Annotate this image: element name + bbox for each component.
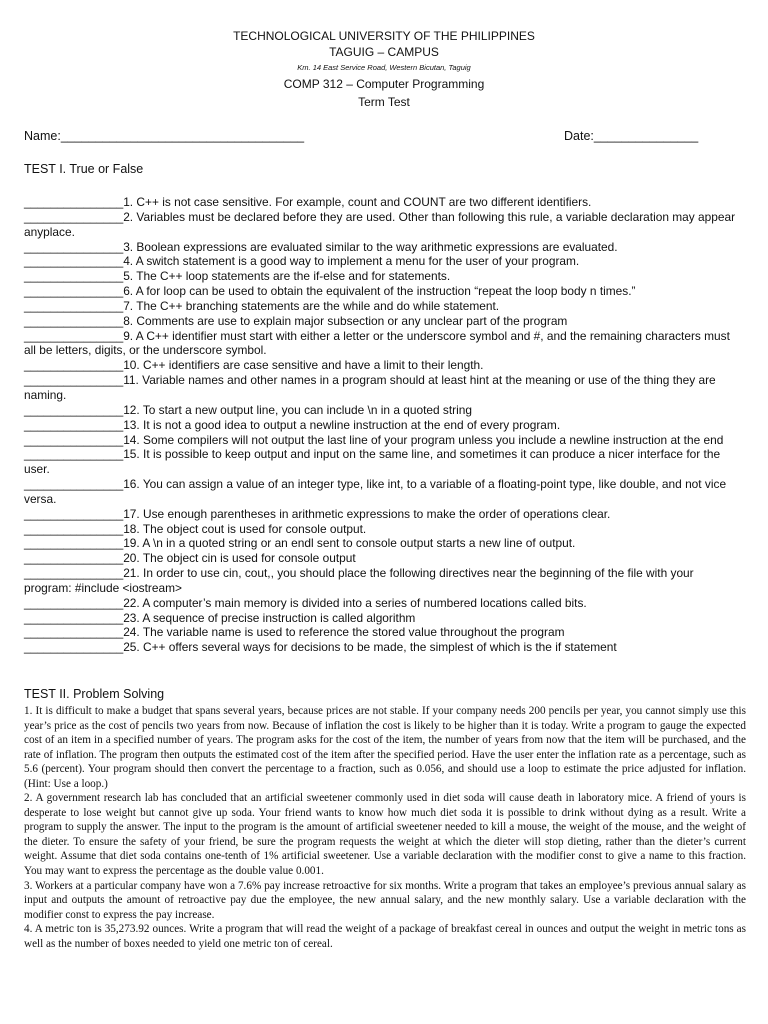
tf-item: _______________8. Comments are use to explain major subsection or any unclear part of the program (24, 313, 568, 328)
test1-heading: TEST I. True or False (24, 162, 144, 176)
problem-item: 1. It is difficult to make a budget that spans several years, because prices are not stable. If your company needs 200 pencils per year, you cannot simply use this year’s price as the cost of pencils two years from now. Because of inflation the cost is likely to be higher than it is today. Write a program to gauge the expected cost of an item in a specified number of years. The program asks for the cost of the item, the number of years from now that the item will be purchased, and the rate of inflation. The program then outputs the estimated cost of the item after the specified period. Have the user enter the inflation rate as a percentage, such as 5.6 (percent). Your program should then convert the percentage to a fraction, such as 0.056, and should use a loop to estimate the price adjusted for inflation. (Hint: Use a loop.) (24, 705, 746, 790)
tf-item: _______________18. The object cout is used for console output. (24, 521, 367, 536)
tf-item: _______________7. The C++ branching statements are the while and do while statement. (24, 298, 500, 313)
problem-item: 3. Workers at a particular company have won a 7.6% pay increase retroactive for six months. Write a program that takes an employee’s previous annual salary as input and outputs the amount of retroactive pay due the employee, the new annual salary, and the new monthly salary. Use a variable declaration with the modifier const to express the pay increase. (24, 879, 746, 921)
true-false-list (24, 195, 744, 655)
campus-address: Km. 14 East Service Road, Western Bicutan, Taguig (297, 63, 471, 72)
date-field: Date:_______________ (564, 129, 699, 143)
tf-item: _______________17. Use enough parentheses in arithmetic expressions to make the order of operations clear. (24, 506, 611, 521)
tf-item: _______________6. A for loop can be used to obtain the equivalent of the instruction “repeat the loop body n times.” (24, 284, 636, 299)
tf-item: _______________12. To start a new output line, you can include \n in a quoted string (24, 402, 472, 417)
tf-item: _______________21. In order to use cin, cout,, you should place the following directives near the beginning of the file with your program: #include <iostream> (24, 566, 694, 595)
campus-name: TAGUIG – CAMPUS (329, 45, 439, 59)
tf-item: _______________10. C++ identifiers are case sensitive and have a limit to their length. (24, 358, 484, 373)
tf-item: _______________19. A \n in a quoted string or an endl sent to console output starts a new line of output. (24, 536, 576, 551)
tf-item: _______________20. The object cin is used for console output (24, 551, 356, 566)
tf-item: _______________4. A switch statement is a good way to implement a menu for the user of your program. (24, 254, 580, 269)
exam-title: Term Test (358, 95, 410, 109)
tf-item: _______________23. A sequence of precise instruction is called algorithm (24, 610, 416, 625)
problem-item: 4. A metric ton is 35,273.92 ounces. Write a program that will read the weight of a package of breakfast cereal in ounces and output the weight in metric tons as well as the number of boxes needed to yield one metric ton of cereal. (24, 923, 746, 950)
tf-item: _______________3. Boolean expressions are evaluated similar to the way arithmetic expressions are evaluated. (24, 239, 618, 254)
tf-item: _______________1. C++ is not case sensitive. For example, count and COUNT are two different identifiers. (24, 195, 592, 209)
tf-item: _______________25. C++ offers several ways for decisions to be made, the simplest of which is the if statement (24, 640, 617, 655)
name-field: Name:___________________________________ (24, 129, 305, 143)
university-name: TECHNOLOGICAL UNIVERSITY OF THE PHILIPPINES (233, 29, 535, 43)
problem-list (24, 704, 746, 951)
tf-item: _______________13. It is not a good idea to output a newline instruction at the end of every program. (24, 417, 561, 432)
tf-item: _______________14. Some compilers will not output the last line of your program unless you include a newline instruction at the end (24, 432, 724, 447)
test2-heading: TEST II. Problem Solving (24, 687, 165, 701)
tf-item: _______________11. Variable names and other names in a program should at least hint at the meaning or use of the thing they are naming. (24, 373, 716, 402)
tf-item: _______________22. A computer’s main memory is divided into a series of numbered locations called bits. (24, 595, 587, 610)
tf-item: _______________5. The C++ loop statements are the if-else and for statements. (24, 269, 451, 284)
tf-item: _______________9. A C++ identifier must start with either a letter or the underscore symbol and #, and the remaining characters must all be letters, digits, or the underscore symbol. (24, 328, 730, 358)
tf-item: _______________2. Variables must be declared before they are used. Other than following this rule, a variable declaration may appear anyplace. (24, 209, 736, 239)
tf-item: _______________16. You can assign a value of an integer type, like int, to a variable of a floating-point type, like double, and not vice versa. (24, 477, 727, 506)
tf-item: _______________24. The variable name is used to reference the stored value throughout the program (24, 625, 565, 640)
course-title: COMP 312 – Computer Programming (283, 77, 485, 91)
problem-item: 2. A government research lab has concluded that an artificial sweetener commonly used in diet soda will cause death in laboratory mice. A friend of yours is desperate to lose weight but cannot give up soda. Your friend wants to know how much diet soda it is possible to drink without dying as a result. Write a program to supply the answer. The input to the program is the amount of artificial sweetener needed to kill a mouse, the weight of the mouse, and the weight of the dieter. To ensure the safety of your friend, be sure the program requests the weight at which the dieter will stop dieting, rather than the dieter’s current weight. Assume that diet soda contains one-tenth of 1% artificial sweetener. Use a variable declaration with the modifier const to give a name to this fraction. You may want to express the percentage as the double value 0.001. (24, 792, 746, 878)
tf-item: _______________15. It is possible to keep output and input on the same line, and sometimes it can produce a nicer interface for the user. (24, 447, 721, 477)
